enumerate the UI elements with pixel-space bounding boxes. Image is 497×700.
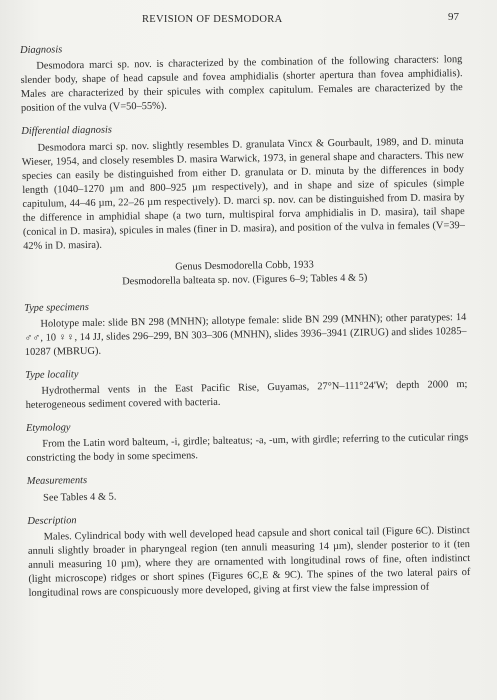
section-heading-measurements: Measurements (26, 475, 88, 488)
page-body (20, 37, 471, 610)
section-heading-diagnosis: Diagnosis (20, 44, 63, 56)
genus-line: Genus Desmodorella Cobb, 1933 (175, 259, 314, 273)
section-heading-type-specimens: Type specimens (24, 301, 89, 314)
section-heading-differential: Differential diagnosis (21, 125, 113, 138)
section-heading-etymology: Etymology (25, 422, 71, 435)
paragraph-diagnosis: Desmodora marci sp. nov. is characterized by the combination of the following characters: long slender body, shape of head capsule and fovea amphidialis (shorter apertura than fovea amphidialis). Males are characterized by their spicules with complex capitulum. Females are characterized by the position of the vulva (V=50–55%). (20, 54, 463, 115)
section-heading-type-locality: Type locality (25, 368, 79, 381)
paragraph-differential: Desmodora marci sp. nov. slightly resembles D. granulata Vincx & Gourbault, 1989, and D. minuta Wieser, 1954, and closely resembles D. masira Warwick, 1973, in general shape and characters. This new species can easily be distinguished from either D. granulata or D. minuta by the differences in body length (1040–1270 µm and 800–925 µm respectively), and in shape and size of spicules (simple capitulum, 44–46 µm, 22–26 µm respectively). D. marci sp. nov. can be distinguished from D. masira by the difference in amphidial shape (a two turn, multispiral forva amphidialis in D. masira), tail shape (conical in D. masira), spicules in males (finer in D. masira), and position of the vulva in females (V=39–42% in D. masira). (21, 135, 465, 253)
paragraph-measurements: See Tables 4 & 5. (43, 491, 117, 504)
paragraph-description: Males. Cylindrical body with well developed head capsule and short conical tail (Figure 6C). Distinct annuli slightly broader in pharyngeal region (ten annuli measuring 14 µm), slender posterior to it (ten annuli measuring 10 µm), where they are ornamented with longitudinal rows of fine, often indistinct (light microscope) ridges or short spines (Figures 6C,E & 9C). The spines of the two lateral pairs of longitudinal rows are conspicuously more developed, giving at first view the false impression of (27, 524, 471, 600)
section-heading-description: Description (27, 514, 77, 527)
species-line: Desmodorella balteata sp. nov. (Figures 6–9; Tables 4 & 5) (122, 272, 368, 288)
paragraph-type-locality: Hydrothermal vents in the East Pacific Rise, Guyamas, 27°N–111°24'W; depth 2000 m; heterogeneous sediment covered with bacteria. (25, 378, 468, 412)
page-number: 97 (448, 11, 459, 23)
paragraph-type-specimens: Holotype male: slide BN 298 (MNHN); allotype female: slide BN 299 (MNHN); other paratypes: 14 ♂♂, 10 ♀♀, 14 JJ, slides 296–299, BN 303–306 (MNHN), slides 3936–3941 (ZIRUG) and slides 10285–10287 (MBRUG). (24, 311, 467, 358)
paragraph-etymology: From the Latin word balteum, -i, girdle; balteatus; -a, -um, with girdle; referring to the cuticular rings constricting the body in some specimens. (26, 432, 469, 465)
running-head: REVISION OF DESMODORA (142, 14, 283, 25)
page-header (0, 11, 497, 30)
